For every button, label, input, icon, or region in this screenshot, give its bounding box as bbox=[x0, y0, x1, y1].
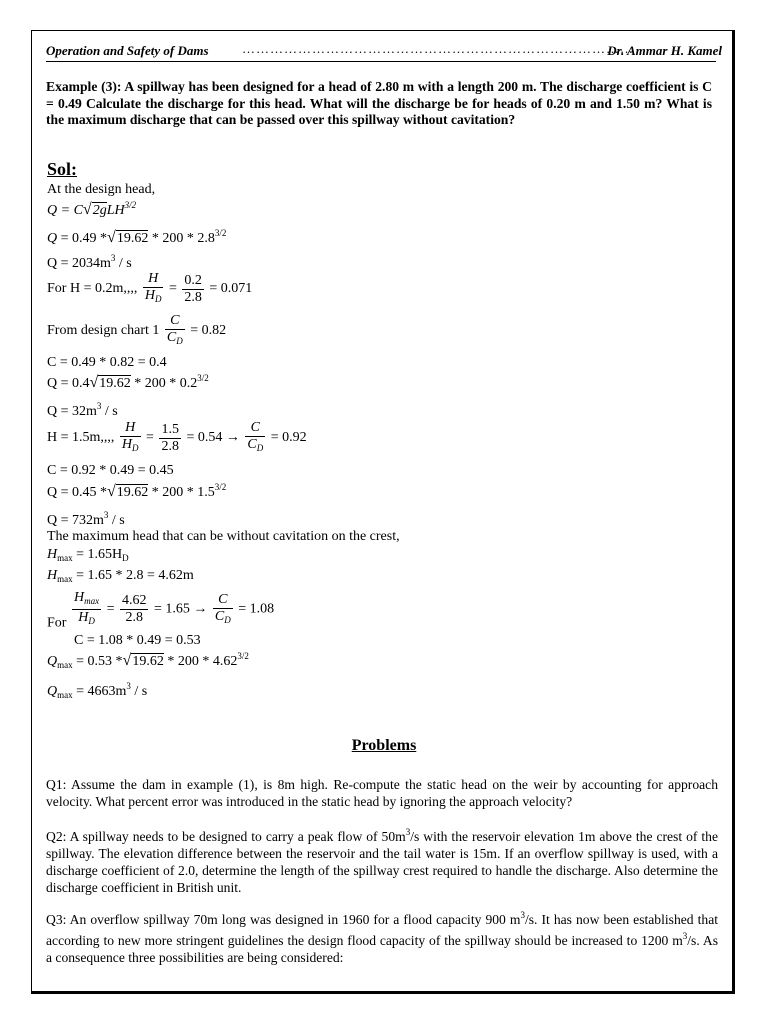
equation-result-max: $Q_{max} = 4663m^3 / s$ bbox=[47, 681, 148, 700]
page-header bbox=[46, 41, 736, 63]
header-course-title: Operation and Safety of Dams bbox=[46, 43, 209, 58]
solution-intro: At the design head, bbox=[47, 182, 156, 197]
header-rule bbox=[46, 61, 716, 62]
equation-result-2: $Q = 32m^3 / s$ bbox=[47, 401, 118, 419]
equation-discharge-max: $Q_{max} = 0.53$ $*√19.62 * 200 * 4.62^{3/2}$ bbox=[47, 651, 249, 670]
problem-q2: Q2: A spillway needs to be designed to carry a peak flow of $50m^3/s$ with the reservoir elevation 1m above the crest of the spillway. The elevation difference between the reservoir and the tail water is 15m. If an overflow spillway is used, with a discharge coefficient of 2.0, determine the length of the spillway crest required to handle the discharge. Also determine the discharge coefficient in British unit. bbox=[46, 827, 718, 895]
equation-coefficient-max: C = 1.08 * 0.49 = 0.53 bbox=[74, 633, 201, 648]
equation-head-ratio-1: For H = 0.2m,,,, $\frac{H}{H_D}$ = $\frac{0.2}{2.8}$ = 0.071 bbox=[47, 271, 253, 305]
equation-chart-ratio-1: From design chart 1 $\frac{C}{C_D}$ = 0.82 bbox=[47, 313, 227, 346]
equation-coefficient-2: C = 0.92 * 0.49 = 0.45 bbox=[47, 463, 174, 478]
problem-q3: Q3: An overflow spillway 70m long was designed in 1960 for a flood capacity 900 $m^3/s$. It has now been established that according to new more stringent guidelines the design flood capacity of the spillway should be increased to 1200 $m^3/s$. As a consequence three possibilities are being considered: bbox=[46, 910, 719, 965]
equation-discharge-2: $Q = 0.4√19.62 * 200 * 0.2^{3/2}$ bbox=[47, 373, 209, 391]
equation-max-head: $H_{max} = 1.65H_D$ bbox=[47, 547, 129, 563]
header-author: Dr. Ammar H. Kamel bbox=[607, 43, 722, 58]
equation-discharge-formula: Q = C√2gLH$^{3/2}$ bbox=[47, 200, 137, 218]
solution-heading: Sol: bbox=[47, 159, 78, 179]
equation-coefficient-1: C = 0.49 * 0.82 = 0.4 bbox=[47, 355, 167, 370]
equation-result-3: $Q = 732m^3 / s$ bbox=[47, 510, 125, 528]
equation-discharge-3: Q = 0.45 $*√19.62 * 200 * 1.5^{3/2}$ bbox=[47, 482, 227, 500]
equation-design-result: $Q = 2034m^3 / s$ bbox=[47, 253, 132, 271]
example-statement: Example (3): A spillway has been designed for a head of 2.80 m with a length 200 m. The discharge coefficient is C = 0.49 Calculate the discharge for this head. What will the discharge be for heads of 0.20 m and 1.50 m? What is the maximum discharge that can be passed over this spillway without cavitation? bbox=[46, 79, 712, 127]
equation-max-head-value: $H_{max} = 1.65 * 2.8 = 4.62m$ bbox=[47, 568, 194, 584]
equation-design-discharge: Q = 0.49 $*√19.62 * 200 * 2.8^{3/2}$ bbox=[47, 228, 227, 246]
equation-head-ratio-2: H = 1.5m,,,, $\frac{H}{H_D}$ = $\frac{1.5}{2.8}$ = 0.54 → $\frac{C}{C_D}$ = 0.92 bbox=[47, 420, 307, 454]
header-dots: ………………………………………………………………………… bbox=[242, 41, 634, 56]
problems-heading: Problems bbox=[351, 737, 417, 754]
problem-q1: Q1: Assume the dam in example (1), is 8m high. Re-compute the static head on the weir by accounting for approach velocity. What percent error was introduced in the static head by ignoring the approach velocity? bbox=[46, 777, 718, 809]
equation-head-ratio-max: For $\frac{H_{max}}{H_D}$ = $\frac{4.62}{2.8}$ = 1.65 → $\frac{C}{C_D}$ = 1.08 bbox=[47, 590, 275, 631]
solution-max-head-note: The maximum head that can be without cavitation on the crest, bbox=[47, 529, 400, 544]
document-page bbox=[31, 30, 735, 994]
